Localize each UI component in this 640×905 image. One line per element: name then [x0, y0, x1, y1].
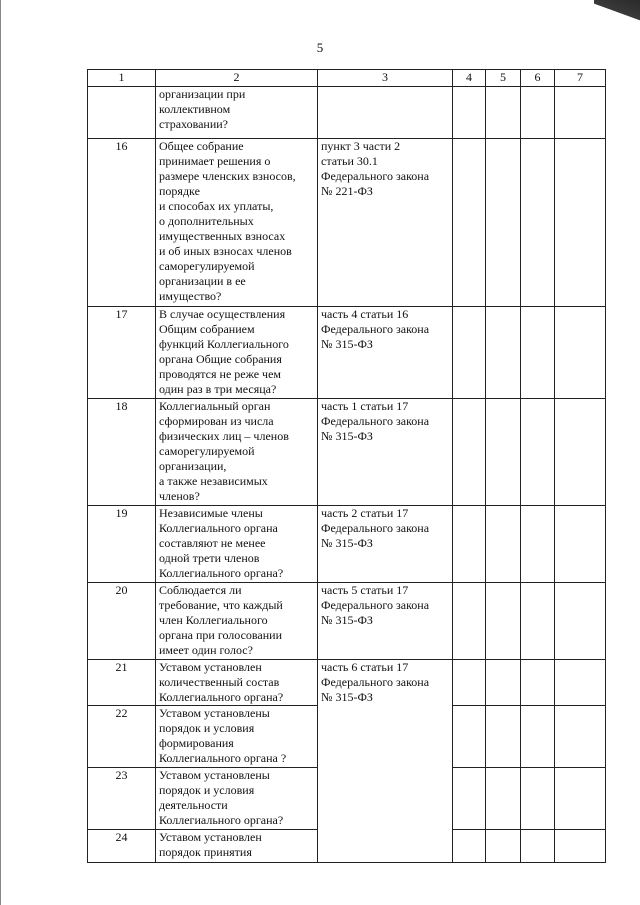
answer-cell: [521, 399, 555, 506]
answer-cell: [521, 139, 555, 307]
row-number: 23: [88, 768, 156, 830]
answer-cell: [453, 399, 486, 506]
answer-cell: [555, 307, 606, 399]
page-number: 5: [316, 40, 324, 55]
answer-cell: [453, 87, 486, 139]
question-cell: Уставом установлен количественный состав Коллегиального органа?: [156, 660, 318, 706]
table-row: [88, 583, 606, 660]
answer-cell: [555, 768, 606, 830]
legal-reference-cell: пункт 3 части 2 статьи 30.1 Федерального закона № 221-ФЗ: [318, 139, 453, 307]
row-number: 18: [88, 399, 156, 506]
question-cell: Коллегиальный орган сформирован из числа физических лиц – членов саморегулируемой организации, а также независимых членов?: [156, 399, 318, 506]
row-number: 17: [88, 307, 156, 399]
answer-cell: [555, 583, 606, 660]
answer-cell: [555, 506, 606, 583]
table-row: [88, 139, 606, 307]
legal-reference-cell: часть 5 статьи 17 Федерального закона № 315-ФЗ: [318, 583, 453, 660]
answer-cell: [521, 87, 555, 139]
col-header-4: 4: [453, 70, 486, 87]
question-cell: В случае осуществления Общим собранием функций Коллегиального органа Общие собрания проводятся не реже чем один раз в три месяца?: [156, 307, 318, 399]
question-cell: организации при коллективном страховании?: [156, 87, 318, 139]
col-header-5: 5: [486, 70, 521, 87]
answer-cell: [486, 768, 521, 830]
question-cell: Уставом установлены порядок и условия формирования Коллегиального органа ?: [156, 706, 318, 768]
checklist-table: [87, 69, 606, 863]
question-cell: Соблюдается ли требование, что каждый член Коллегиального органа при голосовании имеет один голос?: [156, 583, 318, 660]
answer-cell: [555, 139, 606, 307]
answer-cell: [521, 706, 555, 768]
col-header-2: 2: [156, 70, 318, 87]
answer-cell: [486, 660, 521, 706]
answer-cell: [555, 830, 606, 863]
answer-cell: [453, 307, 486, 399]
answer-cell: [521, 768, 555, 830]
legal-reference-cell: часть 4 статьи 16 Федерального закона № 315-ФЗ: [318, 307, 453, 399]
answer-cell: [453, 768, 486, 830]
answer-cell: [486, 583, 521, 660]
table-row: [88, 506, 606, 583]
row-number: 16: [88, 139, 156, 307]
question-cell: Общее собрание принимает решения о размере членских взносов, порядке и способах их уплаты, о дополнительных имущественных взносах и об иных взносах членов саморегулируемой организации в ее имущество?: [156, 139, 318, 307]
answer-cell: [486, 87, 521, 139]
answer-cell: [453, 506, 486, 583]
header-row: [88, 70, 606, 87]
answer-cell: [453, 660, 486, 706]
row-number: 24: [88, 830, 156, 863]
answer-cell: [521, 660, 555, 706]
answer-cell: [521, 830, 555, 863]
answer-cell: [453, 139, 486, 307]
answer-cell: [555, 660, 606, 706]
answer-cell: [453, 706, 486, 768]
row-number: 19: [88, 506, 156, 583]
row-number: [88, 87, 156, 139]
answer-cell: [486, 706, 521, 768]
answer-cell: [521, 583, 555, 660]
col-header-7: 7: [555, 70, 606, 87]
legal-reference-cell: [318, 87, 453, 139]
answer-cell: [486, 506, 521, 583]
legal-reference-cell: часть 1 статьи 17 Федерального закона № 315-ФЗ: [318, 399, 453, 506]
col-header-6: 6: [521, 70, 555, 87]
answer-cell: [486, 307, 521, 399]
answer-cell: [486, 139, 521, 307]
row-number: 22: [88, 706, 156, 768]
answer-cell: [555, 87, 606, 139]
answer-cell: [453, 830, 486, 863]
scan-corner-shadow: [594, 0, 640, 28]
scan-edge: [0, 0, 1, 905]
question-cell: Независимые члены Коллегиального органа составляют не менее одной трети членов Коллегиального органа?: [156, 506, 318, 583]
col-header-3: 3: [318, 70, 453, 87]
question-cell: Уставом установлены порядок и условия деятельности Коллегиального органа?: [156, 768, 318, 830]
answer-cell: [453, 583, 486, 660]
row-number: 20: [88, 583, 156, 660]
table-row: [88, 307, 606, 399]
table-row: [88, 87, 606, 139]
legal-reference-cell: часть 2 статьи 17 Федерального закона № 315-ФЗ: [318, 506, 453, 583]
col-header-1: 1: [88, 70, 156, 87]
question-cell: Уставом установлен порядок принятия: [156, 830, 318, 863]
answer-cell: [486, 830, 521, 863]
row-number: 21: [88, 660, 156, 706]
answer-cell: [555, 399, 606, 506]
answer-cell: [521, 506, 555, 583]
answer-cell: [486, 399, 521, 506]
table-row: [88, 399, 606, 506]
legal-reference-cell: часть 6 статьи 17 Федерального закона № 315-ФЗ: [318, 660, 453, 863]
answer-cell: [555, 706, 606, 768]
table-row: [88, 660, 606, 706]
answer-cell: [521, 307, 555, 399]
